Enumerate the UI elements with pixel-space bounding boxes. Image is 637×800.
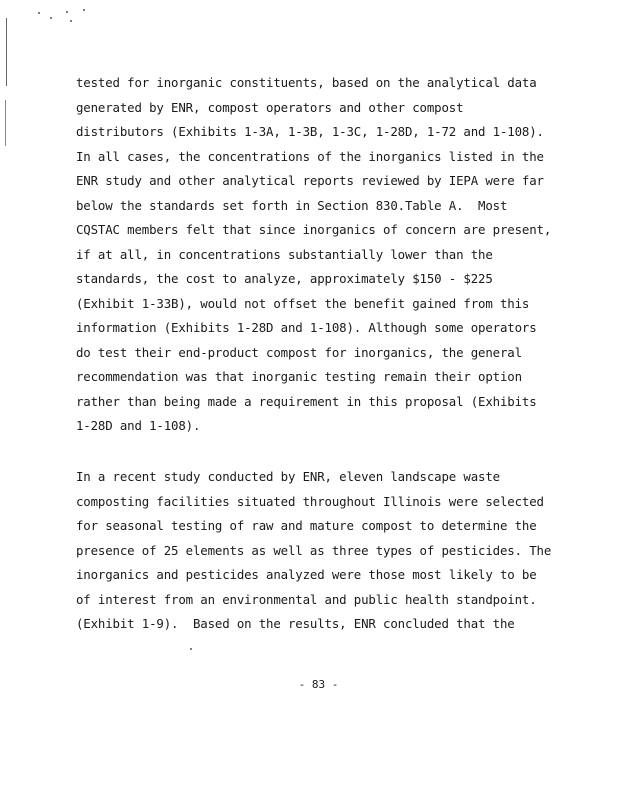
scan-speck: [83, 9, 85, 11]
text-line: rather than being made a requirement in this proposal (Exhibits: [76, 393, 537, 409]
text-line: of interest from an environmental and public health standpoint.: [76, 591, 537, 607]
text-line: ENR study and other analytical reports reviewed by IEPA were far: [76, 173, 544, 188]
text-line: composting facilities situated throughout Illinois were selected: [76, 493, 544, 509]
paragraph-2: [76, 465, 551, 637]
text-line: do test their end-product compost for inorganics, the general: [76, 344, 522, 360]
text-line: tested for inorganic constituents, based on the analytical data: [76, 75, 537, 90]
text-line: generated by ENR, compost operators and other compost: [76, 99, 464, 115]
text-line: CQSTAC members felt that since inorganics of concern are present,: [76, 222, 552, 237]
text-line: 1-28D and 1-108).: [76, 418, 201, 433]
text-line: In a recent study conducted by ENR, eleven landscape waste: [76, 469, 500, 484]
scan-speck: [70, 20, 72, 22]
text-line: (Exhibit 1-9). Based on the results, ENR concluded that the: [76, 616, 515, 631]
text-line: distributors (Exhibits 1-3A, 1-3B, 1-3C, 1-28D, 1-72 and 1-108).: [76, 124, 544, 139]
text-line: below the standards set forth in Section 830.Table A. Most: [76, 197, 508, 213]
text-line: information (Exhibits 1-28D and 1-108). Although some operators: [76, 320, 537, 335]
scan-speck: [50, 17, 52, 19]
text-line: In all cases, the concentrations of the inorganics listed in the: [76, 148, 544, 164]
text-line: standards, the cost to analyze, approximately $150 - $225: [76, 271, 493, 286]
text-line: recommendation was that inorganic testing remain their option: [76, 369, 522, 384]
text-line: for seasonal testing of raw and mature compost to determine the: [76, 518, 537, 533]
text-line: (Exhibit 1-33B), would not offset the benefit gained from this: [76, 295, 530, 311]
scan-speck: [38, 12, 40, 14]
page-number: - 83 -: [298, 678, 339, 691]
text-line: inorganics and pesticides analyzed were those most likely to be: [76, 567, 537, 582]
text-line: if at all, in concentrations substantially lower than the: [76, 246, 493, 262]
scan-edge-mark: [6, 18, 7, 86]
text-line: presence of 25 elements as well as three types of pesticides. The: [76, 542, 552, 558]
scan-edge-mark: [5, 100, 6, 146]
scan-speck: [66, 11, 68, 13]
paragraph-1: [76, 71, 551, 439]
scan-speck: [190, 648, 192, 650]
